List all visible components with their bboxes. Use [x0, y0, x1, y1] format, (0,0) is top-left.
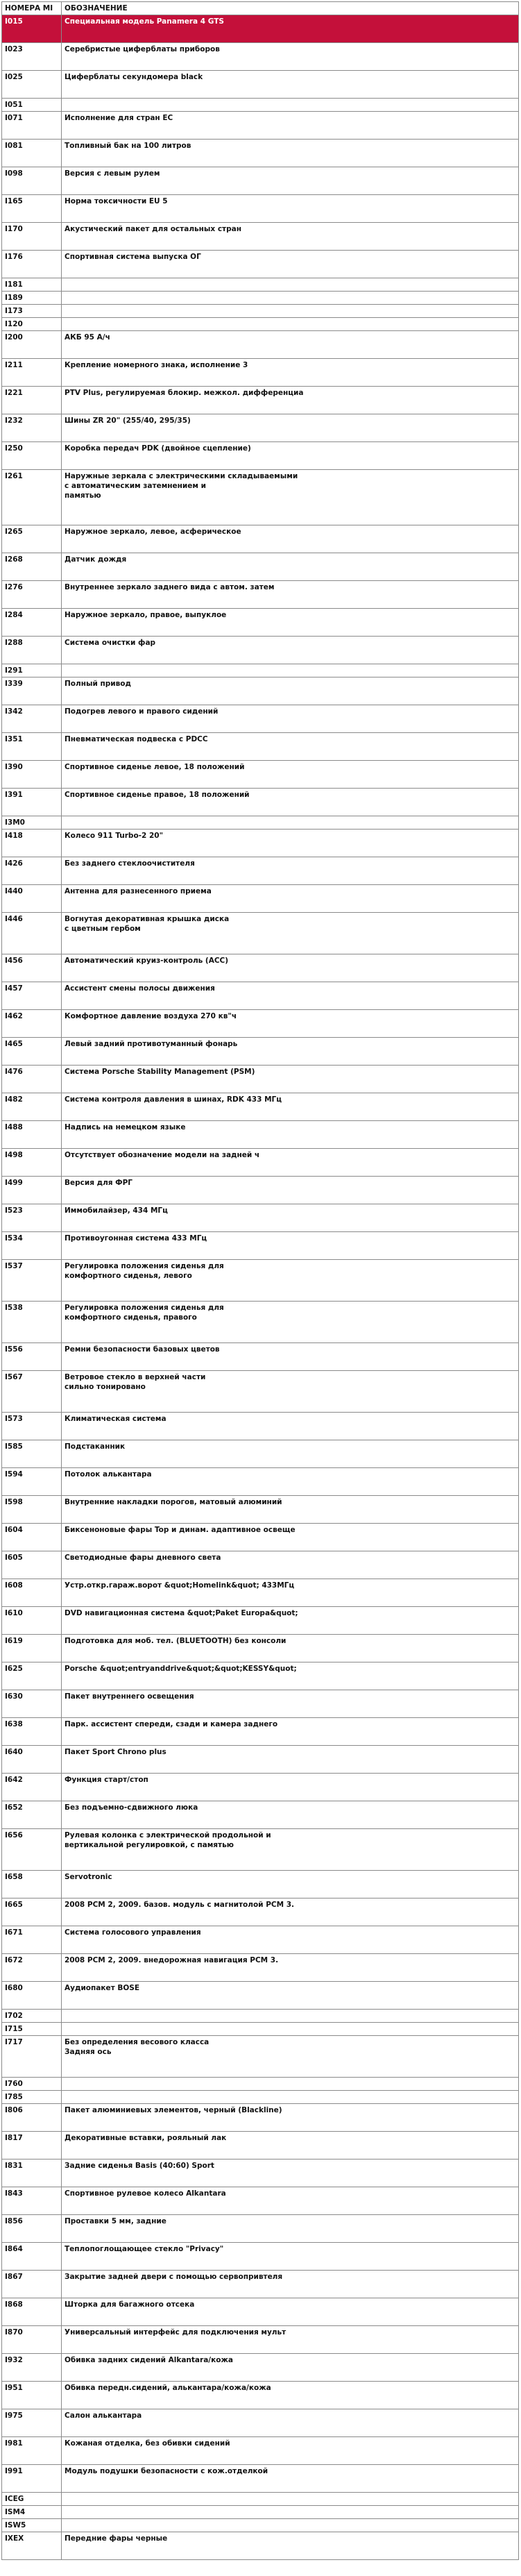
option-code: I390 [2, 761, 62, 789]
table-row [2, 167, 519, 195]
option-description: Подготовка для моб. тел. (BLUETOOTH) без консоли [62, 1635, 519, 1662]
option-code: I276 [2, 581, 62, 609]
option-code: I556 [2, 1343, 62, 1371]
option-description: Вогнутая декоративная крышка диска с цветным гербом [62, 913, 519, 954]
option-description: Полный привод [62, 677, 519, 705]
table-row [2, 112, 519, 140]
option-description: Топливный бак на 100 литров [62, 140, 519, 167]
option-code: I981 [2, 2437, 62, 2465]
table-row [2, 913, 519, 954]
option-description: Шторка для багажного отсека [62, 2298, 519, 2326]
table-row [2, 1579, 519, 1607]
option-code: I760 [2, 2078, 62, 2091]
option-code: I665 [2, 1899, 62, 1926]
option-description [62, 2506, 519, 2519]
option-description: Ассистент смены полосы движения [62, 982, 519, 1010]
table-row [2, 2382, 519, 2409]
option-description: Наружное зеркало, правое, выпуклое [62, 609, 519, 637]
option-code: I051 [2, 99, 62, 112]
column-header-code: НОМЕРА MI [2, 2, 62, 15]
table-row [2, 2104, 519, 2132]
options-table [1, 1, 519, 2560]
option-description: Передние фары черные [62, 2532, 519, 2560]
option-description: Теплопоглощающее стекло "Privacy" [62, 2243, 519, 2271]
option-code: I867 [2, 2271, 62, 2298]
table-row [2, 1149, 519, 1177]
option-code: I680 [2, 1982, 62, 2010]
option-description [62, 292, 519, 305]
table-row [2, 1066, 519, 1093]
option-description: Устр.откр.гараж.ворот &quot;Homelink&quot; 433МГц [62, 1579, 519, 1607]
option-code: I261 [2, 470, 62, 525]
table-row [2, 223, 519, 251]
option-description: Servotronic [62, 1871, 519, 1899]
option-code: I023 [2, 43, 62, 71]
table-row [2, 1468, 519, 1496]
option-description: Обивка задних сидений Alkantara/кожа [62, 2354, 519, 2382]
table-row [2, 2132, 519, 2160]
table-row [2, 2091, 519, 2104]
option-code: I864 [2, 2243, 62, 2271]
table-row [2, 1718, 519, 1746]
option-description: Ветровое стекло в верхней части сильно тонировано [62, 1371, 519, 1413]
table-row [2, 1010, 519, 1038]
option-code: I446 [2, 913, 62, 954]
option-description: Porsche &quot;entryanddrive&quot;&quot;KESSY&quot; [62, 1662, 519, 1690]
option-description: Внутренние накладки порогов, матовый алюминий [62, 1496, 519, 1524]
option-code: I457 [2, 982, 62, 1010]
option-description: Система голосового управления [62, 1926, 519, 1954]
option-description: Антенна для разнесенного приема [62, 885, 519, 913]
table-header-row [2, 2, 519, 15]
option-code: I339 [2, 677, 62, 705]
option-code: I120 [2, 318, 62, 331]
option-description [62, 318, 519, 331]
option-description: Модуль подушки безопасности с кож.отделкой [62, 2465, 519, 2493]
option-description: Датчик дождя [62, 553, 519, 581]
table-row [2, 1121, 519, 1149]
option-code: ISM4 [2, 2506, 62, 2519]
option-description: Автоматический круиз-контроль (ACC) [62, 954, 519, 982]
option-code: I499 [2, 1177, 62, 1204]
table-row [2, 1746, 519, 1774]
option-description: Проставки 5 мм, задние [62, 2215, 519, 2243]
option-description: Версия с левым рулем [62, 167, 519, 195]
table-row [2, 1260, 519, 1302]
table-row [2, 251, 519, 278]
table-row [2, 1662, 519, 1690]
option-description: 2008 PCM 2, 2009. базов. модуль с магнитолой PCM 3. [62, 1899, 519, 1926]
option-code: I594 [2, 1468, 62, 1496]
option-code: I951 [2, 2382, 62, 2409]
options-document [1, 1, 518, 2560]
table-row [2, 1607, 519, 1635]
table-row [2, 2493, 519, 2506]
option-description: Универсальный интерфейс для подключения мульт [62, 2326, 519, 2354]
option-description: Без определения весового класса Задняя ось [62, 2036, 519, 2078]
option-code: ICEG [2, 2493, 62, 2506]
option-code: I250 [2, 442, 62, 470]
option-code: I200 [2, 331, 62, 359]
option-code: I181 [2, 278, 62, 292]
table-row [2, 1413, 519, 1440]
table-row [2, 1801, 519, 1829]
option-description: Надпись на немецком языке [62, 1121, 519, 1149]
option-code: I523 [2, 1204, 62, 1232]
option-description: Циферблаты секундомера black [62, 71, 519, 99]
option-code: I488 [2, 1121, 62, 1149]
option-code: I537 [2, 1260, 62, 1302]
option-code: I498 [2, 1149, 62, 1177]
option-description [62, 2078, 519, 2091]
table-row [2, 1982, 519, 2010]
table-row [2, 705, 519, 733]
table-row [2, 359, 519, 387]
option-code: I625 [2, 1662, 62, 1690]
table-row [2, 2271, 519, 2298]
table-row [2, 2036, 519, 2078]
option-code: I391 [2, 789, 62, 816]
option-description: Колесо 911 Turbo-2 20" [62, 830, 519, 857]
table-row [2, 1204, 519, 1232]
option-description: Комфортное давление воздуха 270 кв"ч [62, 1010, 519, 1038]
table-row [2, 1232, 519, 1260]
table-row [2, 553, 519, 581]
option-code: I291 [2, 664, 62, 677]
option-code: I284 [2, 609, 62, 637]
table-row [2, 1635, 519, 1662]
option-description: Шины ZR 20" (255/40, 295/35) [62, 414, 519, 442]
option-description [62, 278, 519, 292]
option-description [62, 2091, 519, 2104]
table-row [2, 637, 519, 664]
table-row [2, 2160, 519, 2187]
table-row [2, 1926, 519, 1954]
option-description: Климатическая система [62, 1413, 519, 1440]
option-description: Биксеноновые фары Top и динам. адаптивное освеще [62, 1524, 519, 1551]
option-code: I538 [2, 1302, 62, 1343]
option-code: I785 [2, 2091, 62, 2104]
option-code: I456 [2, 954, 62, 982]
option-code: I015 [2, 15, 62, 43]
option-description: Иммобилайзер, 434 МГц [62, 1204, 519, 1232]
table-row [2, 982, 519, 1010]
table-row [2, 278, 519, 292]
table-row [2, 761, 519, 789]
option-description: Отсутствует обозначение модели на задней ч [62, 1149, 519, 1177]
option-code: I630 [2, 1690, 62, 1718]
option-code: I071 [2, 112, 62, 140]
option-description: Крепление номерного знака, исполнение 3 [62, 359, 519, 387]
table-row [2, 140, 519, 167]
option-description: Система очистки фар [62, 637, 519, 664]
option-description [62, 2493, 519, 2506]
option-code: I482 [2, 1093, 62, 1121]
option-description: Аудиопакет BOSE [62, 1982, 519, 2010]
option-code: I476 [2, 1066, 62, 1093]
option-code: I605 [2, 1551, 62, 1579]
option-description: Кожаная отделка, без обивки сидений [62, 2437, 519, 2465]
option-code: I640 [2, 1746, 62, 1774]
option-code: I619 [2, 1635, 62, 1662]
option-description: Версия для ФРГ [62, 1177, 519, 1204]
option-description [62, 816, 519, 830]
option-code: I856 [2, 2215, 62, 2243]
option-description: Спортивное сиденье правое, 18 положений [62, 789, 519, 816]
option-code: I221 [2, 387, 62, 414]
option-code: I081 [2, 140, 62, 167]
option-description: Пакет алюминиевых элементов, черный (Blackline) [62, 2104, 519, 2132]
option-code: I418 [2, 830, 62, 857]
option-code: I608 [2, 1579, 62, 1607]
option-code: I991 [2, 2465, 62, 2493]
option-code: I652 [2, 1801, 62, 1829]
option-code: I342 [2, 705, 62, 733]
table-row [2, 1177, 519, 1204]
option-description [62, 99, 519, 112]
option-description: АКБ 95 А/ч [62, 331, 519, 359]
option-code: I268 [2, 553, 62, 581]
option-description: Регулировка положения сиденья для комфортного сиденья, левого [62, 1260, 519, 1302]
table-row [2, 1524, 519, 1551]
table-row [2, 1440, 519, 1468]
option-description: Задние сиденья Basis (40:60) Sport [62, 2160, 519, 2187]
option-description: Пакет внутреннего освещения [62, 1690, 519, 1718]
option-description: Салон алькантара [62, 2409, 519, 2437]
option-code: I232 [2, 414, 62, 442]
option-code: I573 [2, 1413, 62, 1440]
table-row [2, 195, 519, 223]
option-description: Рулевая колонка с электрической продольной и вертикальной регулировкой, с памятью [62, 1829, 519, 1871]
table-row [2, 2354, 519, 2382]
option-code: IXEX [2, 2532, 62, 2560]
option-code: I806 [2, 2104, 62, 2132]
option-description: Акустический пакет для остальных стран [62, 223, 519, 251]
table-row [2, 2506, 519, 2519]
table-row [2, 2010, 519, 2023]
column-header-description: ОБОЗНАЧЕНИЕ [62, 2, 519, 15]
option-code: I170 [2, 223, 62, 251]
option-code: I642 [2, 1774, 62, 1801]
table-row [2, 99, 519, 112]
option-code: I465 [2, 1038, 62, 1066]
table-row [2, 664, 519, 677]
option-code: I189 [2, 292, 62, 305]
option-code: I656 [2, 1829, 62, 1871]
option-code: I176 [2, 251, 62, 278]
table-row [2, 1343, 519, 1371]
option-description: Закрытие задней двери с помощью сервопривтеля [62, 2271, 519, 2298]
table-row [2, 609, 519, 637]
option-description: Парк. ассистент спереди, сзади и камера заднего [62, 1718, 519, 1746]
option-description: Коробка передач PDK (двойное сцепление) [62, 442, 519, 470]
table-row [2, 789, 519, 816]
option-description: Ремни безопасности базовых цветов [62, 1343, 519, 1371]
option-description: Без подъемно-сдвижного люка [62, 1801, 519, 1829]
option-description: Обивка передн.сидений, алькантара/кожа/кожа [62, 2382, 519, 2409]
option-code: I638 [2, 1718, 62, 1746]
table-row [2, 581, 519, 609]
table-row [2, 2519, 519, 2532]
option-description: Исполнение для стран ЕС [62, 112, 519, 140]
option-description: Подогрев левого и правого сидений [62, 705, 519, 733]
option-code: I817 [2, 2132, 62, 2160]
option-description: Противоугонная система 433 МГц [62, 1232, 519, 1260]
option-code: I3M0 [2, 816, 62, 830]
option-description: Пакет Sport Chrono plus [62, 1746, 519, 1774]
option-code: I715 [2, 2023, 62, 2036]
option-description [62, 2519, 519, 2532]
table-row [2, 2078, 519, 2091]
table-row [2, 387, 519, 414]
option-description: Пневматическая подвеска с PDCC [62, 733, 519, 761]
option-description: Потолок алькантара [62, 1468, 519, 1496]
table-row [2, 1690, 519, 1718]
table-row [2, 15, 519, 43]
option-code: I025 [2, 71, 62, 99]
option-description: Специальная модель Panamera 4 GTS [62, 15, 519, 43]
option-description: Декоративные вставки, рояльный лак [62, 2132, 519, 2160]
table-row [2, 1829, 519, 1871]
option-description [62, 2023, 519, 2036]
table-row [2, 2215, 519, 2243]
option-description: Спортивное сиденье левое, 18 положений [62, 761, 519, 789]
option-description [62, 664, 519, 677]
option-code: I831 [2, 2160, 62, 2187]
table-row [2, 2465, 519, 2493]
option-description: PTV Plus, регулируемая блокир. межкол. дифференциа [62, 387, 519, 414]
table-row [2, 1371, 519, 1413]
option-code: I426 [2, 857, 62, 885]
option-description: Спортивное рулевое колесо Alkantara [62, 2187, 519, 2215]
table-row [2, 1093, 519, 1121]
option-code: I173 [2, 305, 62, 318]
option-description: Норма токсичности EU 5 [62, 195, 519, 223]
option-code: I288 [2, 637, 62, 664]
table-row [2, 470, 519, 525]
option-description: Подстаканник [62, 1440, 519, 1468]
table-row [2, 1496, 519, 1524]
table-row [2, 292, 519, 305]
option-code: I702 [2, 2010, 62, 2023]
option-code: I265 [2, 525, 62, 553]
option-code: I534 [2, 1232, 62, 1260]
option-code: I567 [2, 1371, 62, 1413]
option-description: Светодиодные фары дневного света [62, 1551, 519, 1579]
table-row [2, 2532, 519, 2560]
table-row [2, 816, 519, 830]
table-row [2, 414, 519, 442]
option-code: I211 [2, 359, 62, 387]
table-row [2, 2187, 519, 2215]
option-description: Без заднего стеклоочистителя [62, 857, 519, 885]
table-row [2, 857, 519, 885]
option-code: I717 [2, 2036, 62, 2078]
table-row [2, 2326, 519, 2354]
table-row [2, 885, 519, 913]
option-code: I610 [2, 1607, 62, 1635]
table-row [2, 43, 519, 71]
option-code: ISW5 [2, 2519, 62, 2532]
table-row [2, 1871, 519, 1899]
table-row [2, 442, 519, 470]
option-description: Наружное зеркало, левое, асферическое [62, 525, 519, 553]
option-description: Система Porsche Stability Management (PSM) [62, 1066, 519, 1093]
table-row [2, 1954, 519, 1982]
table-row [2, 2409, 519, 2437]
table-row [2, 525, 519, 553]
table-row [2, 1302, 519, 1343]
option-code: I351 [2, 733, 62, 761]
option-description: Регулировка положения сиденья для комфортного сиденья, правого [62, 1302, 519, 1343]
option-description: Серебристые циферблаты приборов [62, 43, 519, 71]
option-description: Внутреннее зеркало заднего вида с автом. затем [62, 581, 519, 609]
option-code: I671 [2, 1926, 62, 1954]
option-code: I165 [2, 195, 62, 223]
option-description [62, 2010, 519, 2023]
option-code: I868 [2, 2298, 62, 2326]
table-row [2, 830, 519, 857]
option-code: I462 [2, 1010, 62, 1038]
option-description: Спортивная система выпуска ОГ [62, 251, 519, 278]
table-row [2, 954, 519, 982]
table-body [2, 15, 519, 2560]
table-row [2, 2243, 519, 2271]
option-code: I604 [2, 1524, 62, 1551]
table-row [2, 318, 519, 331]
table-row [2, 1899, 519, 1926]
option-description: Левый задний противотуманный фонарь [62, 1038, 519, 1066]
table-row [2, 2023, 519, 2036]
option-code: I843 [2, 2187, 62, 2215]
option-description: DVD навигационная система &quot;Paket Europa&quot; [62, 1607, 519, 1635]
table-row [2, 733, 519, 761]
table-row [2, 2298, 519, 2326]
option-code: I098 [2, 167, 62, 195]
table-row [2, 2437, 519, 2465]
option-description: Функция старт/стоп [62, 1774, 519, 1801]
table-row [2, 1038, 519, 1066]
table-row [2, 71, 519, 99]
option-code: I672 [2, 1954, 62, 1982]
option-description [62, 305, 519, 318]
option-description: Наружные зеркала с электрическими складываемыми с автоматическим затемнением и памятью [62, 470, 519, 525]
option-code: I932 [2, 2354, 62, 2382]
table-row [2, 677, 519, 705]
table-row [2, 305, 519, 318]
option-code: I870 [2, 2326, 62, 2354]
option-description: Система контроля давления в шинах, RDK 433 МГц [62, 1093, 519, 1121]
table-row [2, 1774, 519, 1801]
table-row [2, 331, 519, 359]
table-row [2, 1551, 519, 1579]
option-code: I598 [2, 1496, 62, 1524]
option-code: I440 [2, 885, 62, 913]
option-code: I975 [2, 2409, 62, 2437]
option-description: 2008 PCM 2, 2009. внедорожная навигация PCM 3. [62, 1954, 519, 1982]
option-code: I658 [2, 1871, 62, 1899]
option-code: I585 [2, 1440, 62, 1468]
